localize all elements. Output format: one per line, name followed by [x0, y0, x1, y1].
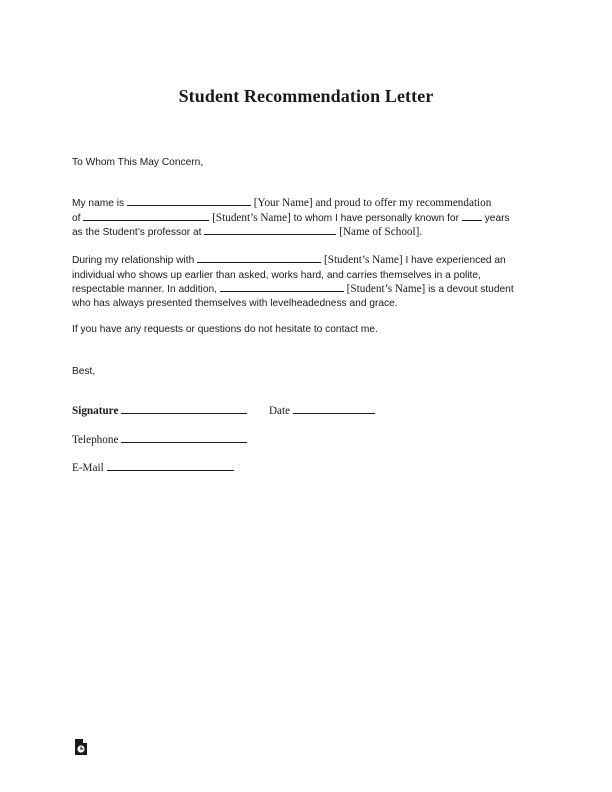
paragraph-2-line-3 — [72, 282, 552, 297]
paragraph-1-line-3 — [72, 225, 552, 240]
email-blank[interactable] — [107, 461, 234, 471]
text: [Student’s Name] — [324, 254, 403, 266]
document-logo-icon — [74, 738, 88, 756]
text: My name is — [72, 198, 125, 209]
email-row — [72, 461, 552, 476]
signature-blank[interactable] — [121, 404, 247, 414]
salutation: To Whom This May Concern, — [72, 157, 204, 168]
paragraph-2-line-2: individual who shows up earlier than asked, works hard, and carries themselves in a polite, — [72, 270, 481, 281]
telephone-label: Telephone — [72, 434, 119, 446]
text: respectable manner. In addition, — [72, 284, 217, 295]
school-name-blank[interactable] — [204, 225, 336, 235]
document-title: Student Recommendation Letter — [178, 86, 434, 106]
student-name-blank[interactable] — [220, 282, 344, 292]
date-blank[interactable] — [293, 404, 375, 414]
paragraph-1-line-2 — [72, 211, 552, 226]
text: During my relationship with — [72, 255, 195, 266]
text: to whom I have personally known for — [293, 213, 459, 224]
text: of — [72, 213, 81, 224]
your-name-blank[interactable] — [127, 196, 251, 206]
signature-row — [72, 404, 552, 419]
text: as the Student’s professor at — [72, 227, 202, 238]
closing: Best, — [72, 366, 96, 377]
text: [Student’s Name] — [346, 283, 426, 295]
signature-label: Signature — [72, 405, 119, 417]
date-label: Date — [268, 405, 291, 417]
email-label: E-Mail — [72, 462, 104, 474]
text: [Your Name] and proud to offer my recommendation — [253, 197, 492, 209]
paragraph-2-line-4: who has always presented themselves with levelheadedness and grace. — [72, 298, 398, 309]
text: I have experienced an — [405, 255, 506, 266]
telephone-blank[interactable] — [121, 433, 247, 443]
student-name-blank[interactable] — [83, 211, 209, 221]
text: [Student’s Name] — [212, 212, 291, 224]
text: years — [484, 213, 510, 224]
paragraph-1-line-1 — [72, 196, 552, 211]
text: is a devout student — [428, 284, 514, 295]
years-blank[interactable] — [462, 211, 482, 221]
student-name-blank[interactable] — [197, 253, 321, 263]
paragraph-2-line-1 — [72, 253, 552, 268]
text: [Name of School]. — [339, 226, 423, 238]
telephone-row — [72, 433, 552, 448]
paragraph-3: If you have any requests or questions do not hesitate to contact me. — [72, 324, 378, 335]
